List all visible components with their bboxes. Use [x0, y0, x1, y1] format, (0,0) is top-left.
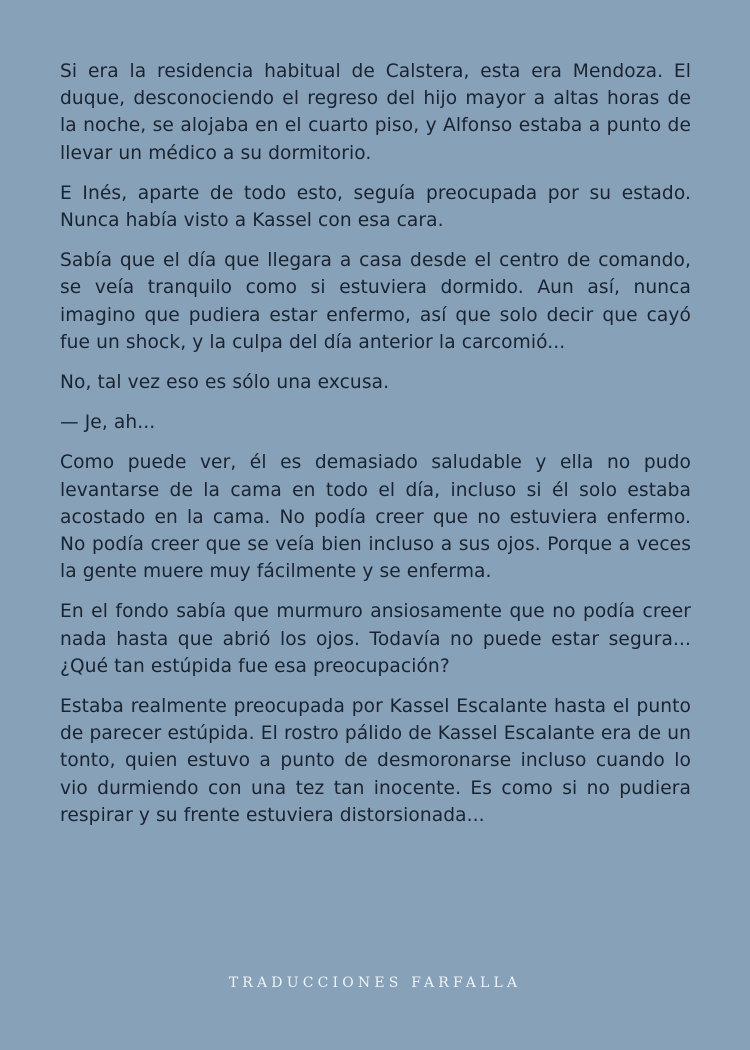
footer-credit: TRADUCCIONES FARFALLA [228, 975, 522, 991]
paragraph-5: — Je, ah... [60, 412, 156, 434]
paragraph-6: Como puede ver, él es demasiado saludable y ella no pudo levantarse de la cama en todo el día, incluso si él solo estaba acostado en la cama. No podía creer que no estuviera enfermo. No podía creer que se veía bien incluso a sus ojos. Porque a veces la gente muere muy fácilmente y se enferma. [60, 452, 691, 583]
paragraph-2: E Inés, aparte de todo esto, seguía preocupada por su estado. Nunca había visto a Kassel con esa cara. [60, 182, 691, 232]
paragraph-1: Si era la residencia habitual de Calstera, esta era Mendoza. El duque, desconociendo el regreso del hijo mayor a altas horas de la noche, se alojaba en el cuarto piso, y Alfonso estaba a punto de llevar un médico a su dormitorio. [60, 61, 691, 164]
page-body [60, 58, 691, 842]
paragraph-3: Sabía que el día que llegara a casa desde el centro de comando, se veía tranquilo como si estuviera dormido. Aun así, nunca imagino que pudiera estar enfermo, así que solo decir que cayó fue un shock, y la culpa del día anterior la carcomió... [60, 250, 691, 353]
paragraph-8: Estaba realmente preocupada por Kassel Escalante hasta el punto de parecer estúpida. El rostro pálido de Kassel Escalante era de un tonto, quien estuvo a punto de desmoronarse incluso cuando lo vio durmiendo con una tez tan inocente. Es como si no pudiera respirar y su frente estuviera distorsionada... [60, 696, 691, 826]
paragraph-4: No, tal vez eso es sólo una excusa. [60, 372, 390, 394]
paragraph-7: En el fondo sabía que murmuro ansiosamente que no podía creer nada hasta que abrió los ojos. Todavía no puede estar segura... ¿Qué tan estúpida fue esa preocupación? [60, 601, 691, 677]
